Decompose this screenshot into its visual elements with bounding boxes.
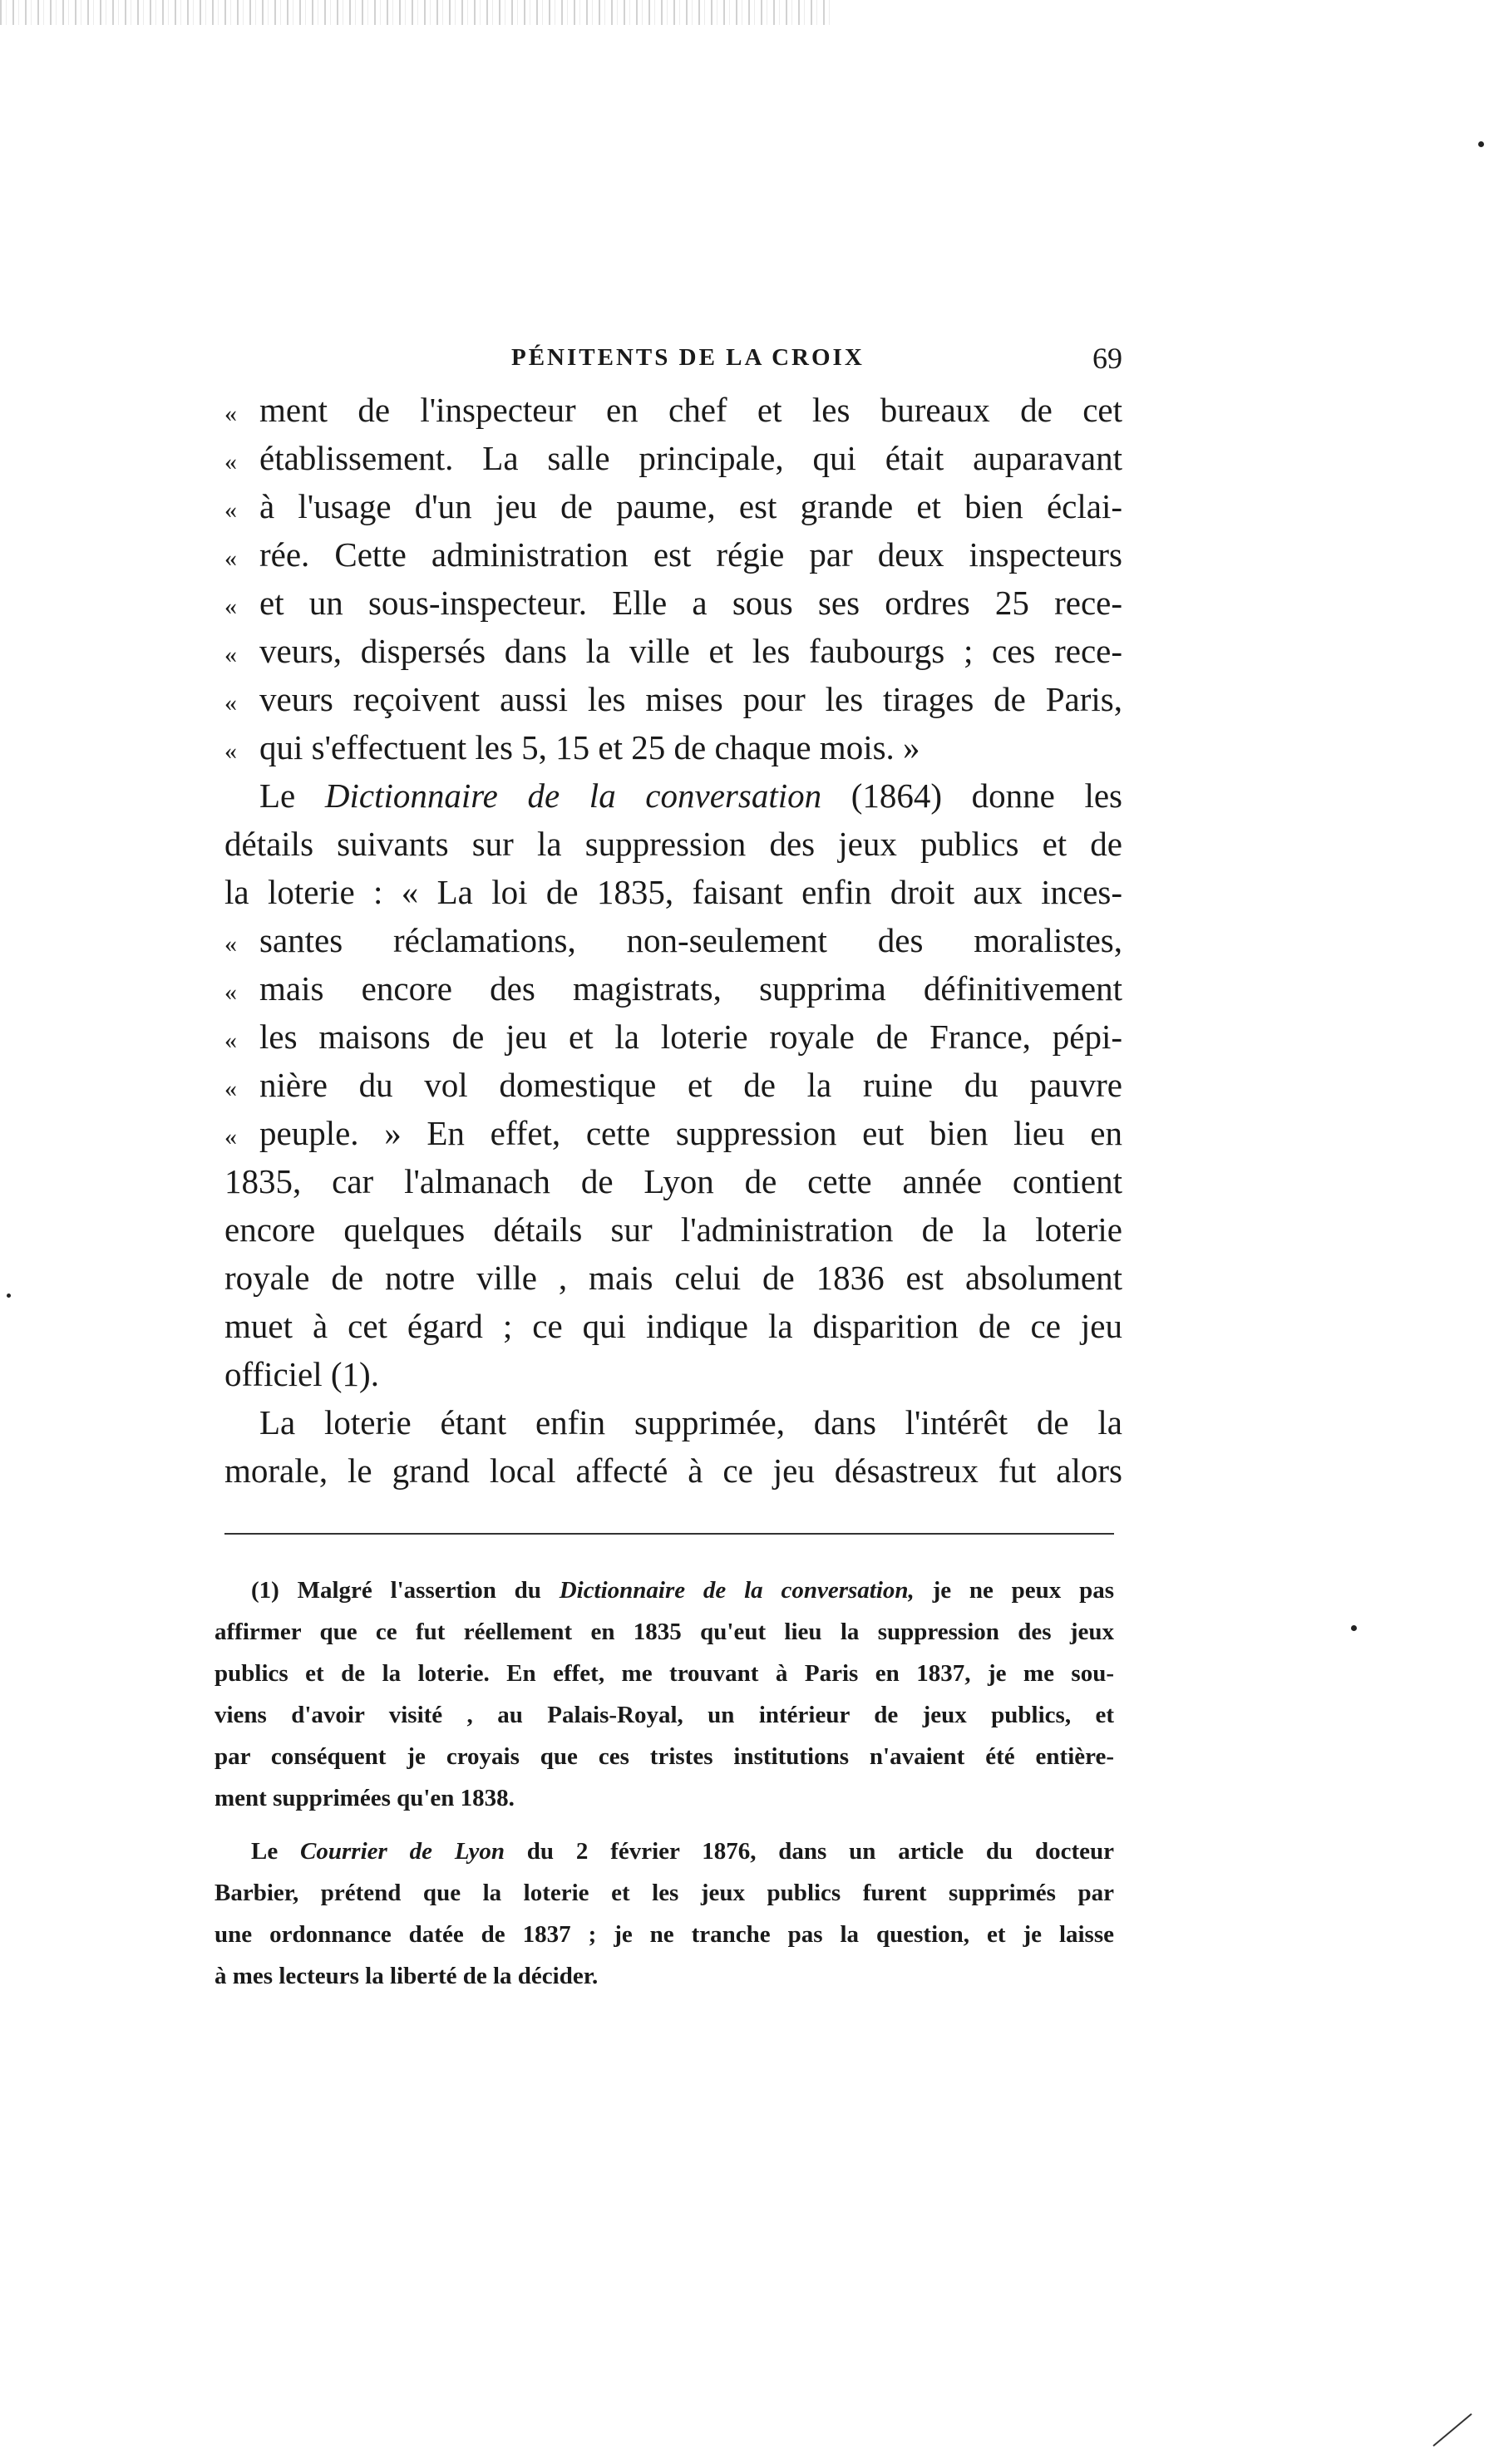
scan-dot xyxy=(7,1294,11,1298)
scan-speckle xyxy=(0,0,831,25)
text-line: « et un sous-inspecteur. Elle a sous ses ordres 25 rece- xyxy=(224,584,1122,622)
text-line: royale de notre ville , mais celui de 1836 est absolument xyxy=(224,1259,1122,1297)
text-line: « qui s'effectuent les 5, 15 et 25 de chaque mois. » xyxy=(224,728,920,766)
text-line: 1835, car l'almanach de Lyon de cette année contient xyxy=(224,1162,1122,1200)
running-title: PÉNITENTS DE LA CROIX xyxy=(511,344,865,371)
text-line: morale, le grand local affecté à ce jeu désastreux fut alors xyxy=(224,1451,1122,1490)
text-line: « veurs, dispersés dans la ville et les faubourgs ; ces rece- xyxy=(224,632,1122,670)
text-line: « ment de l'inspecteur en chef et les bureaux de cet xyxy=(224,391,1122,429)
footnote-gap xyxy=(214,1819,1114,1831)
book-title: Dictionnaire de la conversation xyxy=(324,776,822,815)
text-line: « veurs reçoivent aussi les mises pour les tirages de Paris, xyxy=(224,680,1122,718)
text-line: muet à cet égard ; ce qui indique la disparition de ce jeu xyxy=(224,1307,1122,1345)
text-line: détails suivants sur la suppression des jeux publics et de xyxy=(224,825,1122,863)
text-line: « peuple. » En effet, cette suppression eut bien lieu en xyxy=(224,1114,1122,1152)
text-line: officiel (1). xyxy=(224,1355,379,1393)
footnote-line: Barbier, prétend que la loterie et les jeux publics furent supprimés par xyxy=(214,1880,1114,1906)
footnote-line: ment supprimées qu'en 1838. xyxy=(214,1785,515,1811)
line-recoivent: veurs reçoivent aussi les mises pour les tirages de Paris, xyxy=(259,680,1122,718)
text-line: « rée. Cette administration est régie par deux inspecteurs xyxy=(224,535,1122,574)
footnote-title: Dictionnaire de la conversation, xyxy=(559,1577,915,1604)
text-line: « les maisons de jeu et la loterie royale de France, pépi- xyxy=(224,1018,1122,1056)
footnote-line: affirmer que ce fut réellement en 1835 qu'eut lieu la suppression des jeux xyxy=(214,1619,1114,1645)
page-number: 69 xyxy=(1092,342,1122,375)
footnote-line: une ordonnance datée de 1837 ; je ne tranche pas la question, et je laisse xyxy=(214,1921,1114,1948)
body-text xyxy=(224,386,1122,1495)
footnote-title: Courrier de Lyon xyxy=(300,1838,505,1865)
scan-mark xyxy=(1432,2413,1472,2447)
text-line: « établissement. La salle principale, qui était auparavant xyxy=(224,439,1122,477)
text-line: la loterie : « La loi de 1835, faisant enfin droit aux inces- xyxy=(224,873,1122,911)
footnote-line: (1) Malgré l'assertion du Dictionnaire de la conversation, je ne peux pas xyxy=(251,1577,1115,1604)
text-line: encore quelques détails sur l'administration de la loterie xyxy=(224,1210,1122,1249)
scan-dot xyxy=(1351,1625,1357,1631)
footnote-line: à mes lecteurs la liberté de la décider. xyxy=(214,1963,599,1989)
footnote-line: Le Courrier de Lyon du 2 février 1876, dans un article du docteur xyxy=(251,1838,1115,1865)
text-line: « nière du vol domestique et de la ruine du pauvre xyxy=(224,1066,1122,1104)
footnote xyxy=(214,1570,1114,1997)
running-header xyxy=(224,341,1122,377)
text-line: « santes réclamations, non-seulement des moralistes, xyxy=(224,921,1122,959)
line-veurs: veurs, dispersés dans la ville et les faubourgs ; ces rece- xyxy=(259,632,1122,670)
footnote-rule xyxy=(224,1533,1114,1535)
scan-dot xyxy=(1478,141,1484,147)
paragraph-start: La loterie étant enfin supprimée, dans l'intérêt de la xyxy=(259,1403,1122,1441)
footnote-line: par conséquent je croyais que ces tristes institutions n'avaient été entière- xyxy=(214,1743,1114,1770)
text-line: « mais encore des magistrats, supprima définitivement xyxy=(224,969,1122,1008)
footnote-line: viens d'avoir visité , au Palais-Royal, un intérieur de jeux publics, et xyxy=(214,1702,1114,1728)
footnote-line: publics et de la loterie. En effet, me trouvant à Paris en 1837, je me sou- xyxy=(214,1660,1114,1687)
paragraph-start: Le Dictionnaire de la conversation (1864) donne les xyxy=(259,776,1123,815)
text-line: « à l'usage d'un jeu de paume, est grande et bien éclai- xyxy=(224,487,1122,525)
